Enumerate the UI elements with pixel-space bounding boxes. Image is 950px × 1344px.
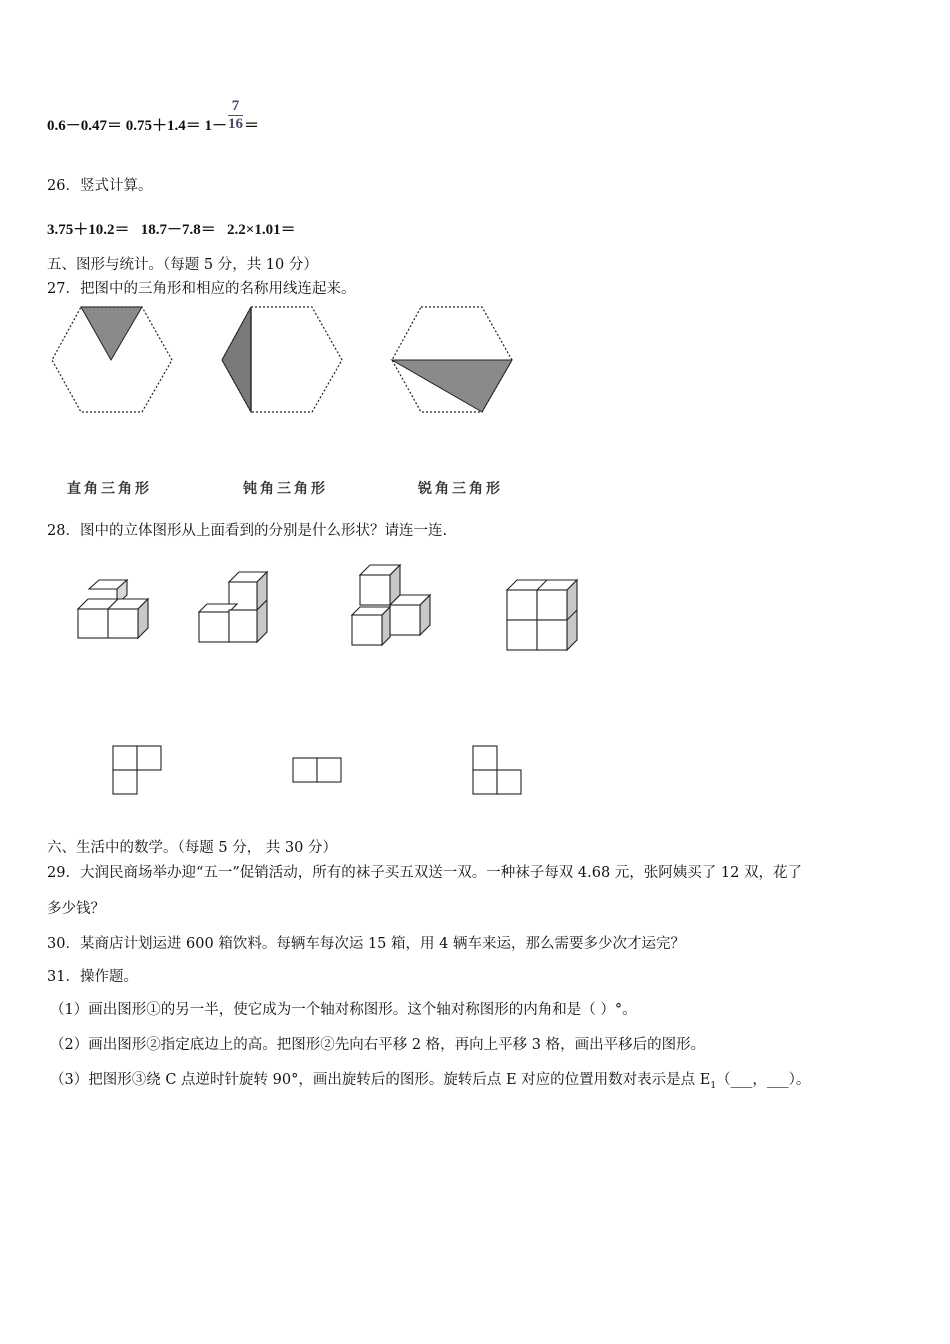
top-view-1 (112, 745, 164, 797)
q31-part3-post: （___，___）。 (716, 1072, 811, 1088)
q31-part3 (50, 1068, 810, 1091)
solid-figure-1 (75, 585, 155, 645)
section6-heading: 六、生活中的数学。（每题 5 分， 共 30 分） (47, 840, 337, 856)
q27-hexagon-1 (50, 305, 175, 415)
q25-expr1: 0.6－0.47＝ (47, 118, 123, 134)
fraction (228, 99, 243, 132)
q25-expr2: 0.75＋1.4＝ (125, 118, 201, 134)
solid-figure-4 (505, 578, 585, 658)
q31-part1: （1）画出图形①的另一半，使它成为一个轴对称图形。这个轴对称图形的内角和是（ ）°。 (50, 1002, 637, 1018)
q27-hexagon-3 (390, 305, 515, 415)
acute-triangle-shape (392, 360, 512, 412)
label-acute-triangle: 锐角三角形 (418, 481, 503, 497)
q25-line (47, 98, 260, 135)
right-triangle-shape (81, 307, 142, 360)
obtuse-triangle-shape (222, 307, 251, 412)
q31-part2: （2）画出图形②指定底边上的高。把图形②先向右平移 2 格，再向上平移 3 格，画出平移后的图形。 (50, 1037, 706, 1053)
top-view-3 (472, 745, 524, 797)
q26-expr3: 2.2×1.01＝ (227, 222, 296, 238)
q25-expr3-post: ＝ (244, 118, 260, 134)
q31-part3-sub: 1 (710, 1080, 717, 1091)
q31-part3-pre: （3）把图形③绕 C 点逆时针旋转 90°，画出旋转后的图形。旋转后点 E 对应的位置用数对表示是点 E (50, 1072, 711, 1088)
fraction-denominator: 16 (228, 116, 244, 133)
q31-title: 31．操作题。 (47, 969, 138, 985)
solid-figure-3 (350, 563, 440, 653)
q26-title: 26．竖式计算。 (47, 178, 153, 194)
q27-hexagon-2 (220, 305, 345, 415)
label-obtuse-triangle: 钝角三角形 (243, 481, 328, 497)
q28-title: 28．图中的立体图形从上面看到的分别是什么形状？请连一连. (47, 523, 448, 539)
q26-expr1: 3.75＋10.2＝ (47, 222, 130, 238)
top-view-2 (292, 757, 344, 785)
q26-expr2: 18.7－7.8＝ (140, 222, 216, 238)
fraction-numerator: 7 (231, 98, 240, 115)
q29-line1: 29．大润民商场举办迎“五一”促销活动，所有的袜子买五双送一双。一种袜子每双 4.68 元，张阿姨买了 12 双，花了 (47, 865, 802, 881)
q30-text: 30．某商店计划运进 600 箱饮料。每辆车每次运 15 箱，用 4 辆车来运，那么需要多少次才运完？ (47, 936, 685, 952)
solid-figure-2 (197, 570, 277, 650)
q29-line2: 多少钱？ (47, 901, 105, 917)
section5-heading: 五、图形与统计。（每题 5 分，共 10 分） (47, 257, 318, 273)
q25-expr3-pre: 1－ (204, 118, 228, 134)
label-right-triangle: 直角三角形 (67, 481, 152, 497)
q26-expressions (47, 218, 296, 239)
q27-title: 27．把图中的三角形和相应的名称用线连起来。 (47, 281, 356, 297)
